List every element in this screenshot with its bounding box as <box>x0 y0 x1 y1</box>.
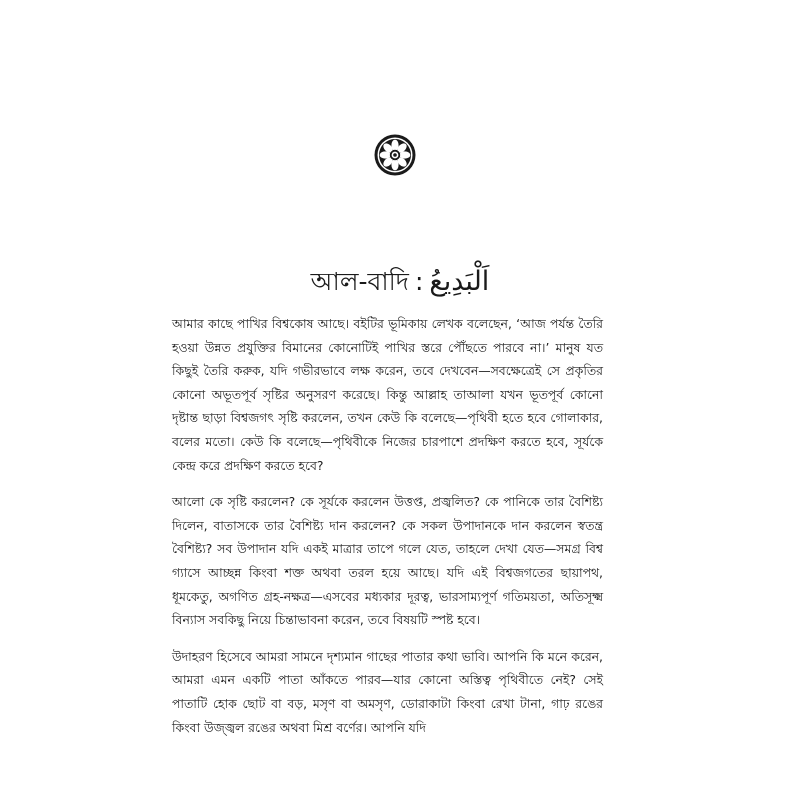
flower-ornament-icon <box>373 133 417 177</box>
paragraph: আমার কাছে পাখির বিশ্বকোষ আছে। বইটির ভূমিকায় লেখক বলেছেন, ‘আজ পর্যন্ত তৈরি হওয়া উন্নত প্রযুক্তির বিমানের কোনোটিই পাখির স্তরে পৌঁছতে পারবে না।’ মানুষ যত কিছুই তৈরি করুক, যদি গভীরভাবে লক্ষ করেন, তবে দেখবেন—সবক্ষেত্রেই সে প্রকৃতির কোনো অভূতপূর্ব সৃষ্টির অনুসরণ করেছে। কিন্তু আল্লাহ তাআলা যখন ভূতপূর্ব কোনো দৃষ্টান্ত ছাড়া বিশ্বজগৎ সৃষ্টি করলেন, তখন কেউ কি বলেছে—পৃথিবী হতে হবে গোলাকার, বলের মতো। কেউ কি বলেছে—পৃথিবীকে নিজের চারপাশে প্রদক্ষিণ করতে হবে, সূর্যকে কেন্দ্র করে প্রদক্ষিণ করতে হবে? <box>172 316 603 473</box>
paragraph: আলো কে সৃষ্টি করলেন? কে সূর্যকে করলেন উত্তপ্ত, প্রজ্বলিত? কে পানিকে তার বৈশিষ্ট্য দিলেন, বাতাসকে তার বৈশিষ্ট্য দান করলেন? কে সকল উপাদানকে দান করলেন স্বতন্ত্র বৈশিষ্ট্য? সব উপাদান যদি একই মাত্রার তাপে গলে যেত, তাহলে দেখা যেত—সমগ্র বিশ্ব গ্যাসে আচ্ছন্ন কিংবা শক্ত অথবা তরল হয়ে আছে। যদি এই বিশ্বজগতের ছায়াপথ, ধূমকেতু, অগণিত গ্রহ-নক্ষত্র—এসবের মধ্যকার দূরত্ব, ভারসাম্যপূর্ণ গতিময়তা, অতিসূক্ষ্ম বিন্যাস সবকিছু নিয়ে চিন্তাভাবনা করেন, তবে বিষয়টি স্পষ্ট হবে। <box>172 494 603 628</box>
paragraph: উদাহরণ হিসেবে আমরা সামনে দৃশ্যমান গাছের পাতার কথা ভাবি। আপনি কি মনে করেন, আমরা এমন একটি পাতা আঁকতে পারব—যার কোনো অস্তিত্ব পৃথিবীতে নেই? সেই পাতাটি হোক ছোট বা বড়, মসৃণ বা অমসৃণ, ডোরাকাটা কিংবা রেখা টানা, গাঢ় রঙের কিংবা উজ্জ্বল রঙের অথবা মিশ্র বর্ণের। আপনি যদি <box>172 648 603 735</box>
heading-arabic: اَلْبَدِيعُ <box>429 266 490 297</box>
body-text <box>172 312 603 752</box>
chapter-heading <box>0 262 800 302</box>
heading-bengali: আল-বাদি <box>310 267 409 296</box>
heading-separator: : <box>414 267 424 296</box>
